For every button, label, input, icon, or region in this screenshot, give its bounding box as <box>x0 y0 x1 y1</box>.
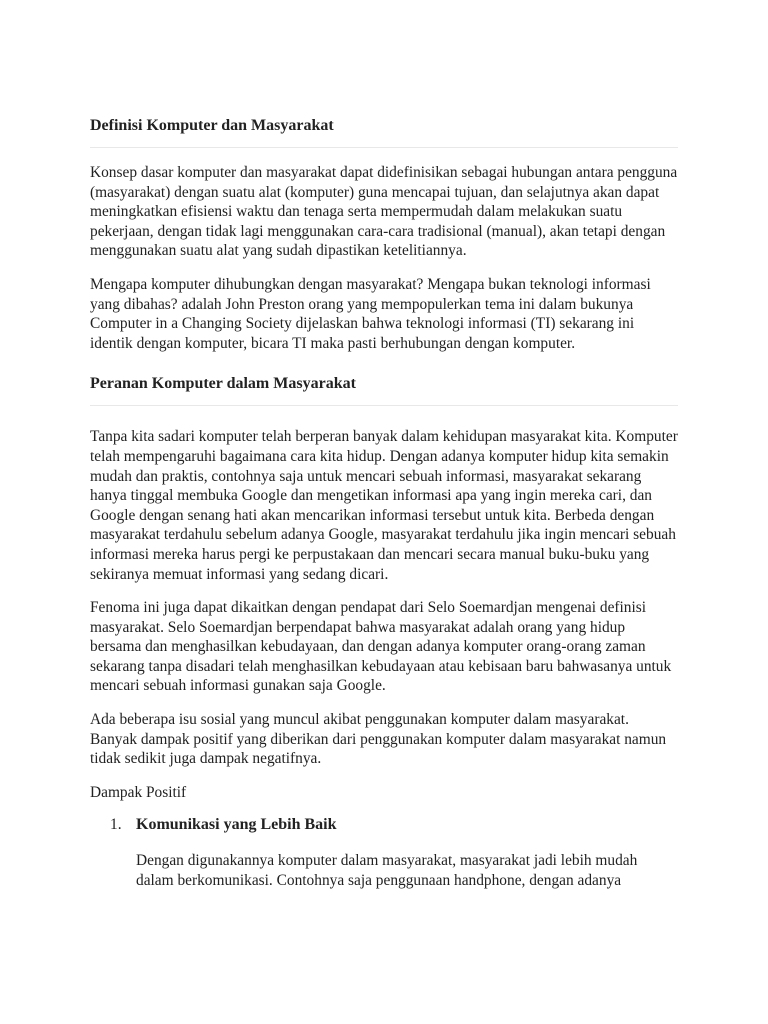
list-item-text: Dengan digunakannya komputer dalam masyarakat, masyarakat jadi lebih mudah dalam berkomunikasi. Contohnya saja penggunaan handphone, dengan adanya <box>136 852 638 890</box>
list-item <box>90 816 678 834</box>
paragraph-fenoma: Fenoma ini juga dapat dikaitkan dengan pendapat dari Selo Soemardjan mengenai definisi masyarakat. Selo Soemardjan berpendapat bahwa masyarakat adalah orang yang hidup bersama dan menghasilkan kebudayaan, dan dengan adanya komputer orang-orang zaman sekarang tanpa disadari telah menghasilkan kebudayaan atau kebisaan baru bahwasanya untuk mencari sebuah informasi gunakan saja Google. <box>90 599 672 695</box>
subheading-dampak-positif: Dampak Positif <box>90 783 187 801</box>
paragraph-konsep: Konsep dasar komputer dan masyarakat dapat didefinisikan sebagai hubungan antara pengguna (masyarakat) dengan suatu alat (komputer) guna mencapai tujuan, dan selajutnya akan dapat meningkatkan efisiensi waktu dan tenaga serta mempermudah dalam melakukan suatu pekerjaan, dengan tidak lagi menggunakan cara-cara tradisional (manual), akan tetapi dengan menggunakan suatu alat yang sudah dipastikan ketelitiannya. <box>90 164 678 260</box>
paragraph-mengapa: Mengapa komputer dihubungkan dengan masyarakat? Mengapa bukan teknologi informasi yang dibahas? adalah John Preston orang yang mempopulerkan tema ini dalam bukunya Computer in a Changing Society dijelaskan bahwa teknologi informasi (TI) sekarang ini identik dengan komputer, bicara TI maka pasti berhubungan dengan komputer. <box>90 275 651 352</box>
list-item-title: Komunikasi yang Lebih Baik <box>136 816 337 834</box>
section-heading-definisi: Definisi Komputer dan Masyarakat <box>90 114 678 148</box>
section-heading-peranan: Peranan Komputer dalam Masyarakat <box>90 372 678 406</box>
paragraph-isu-sosial: Ada beberapa isu sosial yang muncul akibat penggunakan komputer dalam masyarakat. Banyak dampak positif yang diberikan dari penggunakan komputer dalam masyarakat namun tidak sedikit juga dampak negatifnya. <box>90 711 667 768</box>
paragraph-tanpa: Tanpa kita sadari komputer telah berperan banyak dalam kehidupan masyarakat kita. Komputer telah mempengaruhi bagaimana cara kita hidup. Dengan adanya komputer hidup kita semakin mudah dan praktis, contohnya saja untuk mencari sebuah informasi, masyarakat sekarang hanya tinggal membuka Google dan mengetikan informasi apa yang ingin mereka cari, dan Google dengan senang hati akan mencarikan informasi tersebut untuk kita. Berbeda dengan masyarakat terdahulu sebelum adanya Google, masyarakat terdahulu jika ingin mencari sebuah informasi mereka harus pergi ke perpustakaan dan mencari secara manual buku-buku yang sekiranya memuat informasi yang sedang dicari. <box>90 428 678 583</box>
list-item-number: 1. <box>110 816 122 834</box>
